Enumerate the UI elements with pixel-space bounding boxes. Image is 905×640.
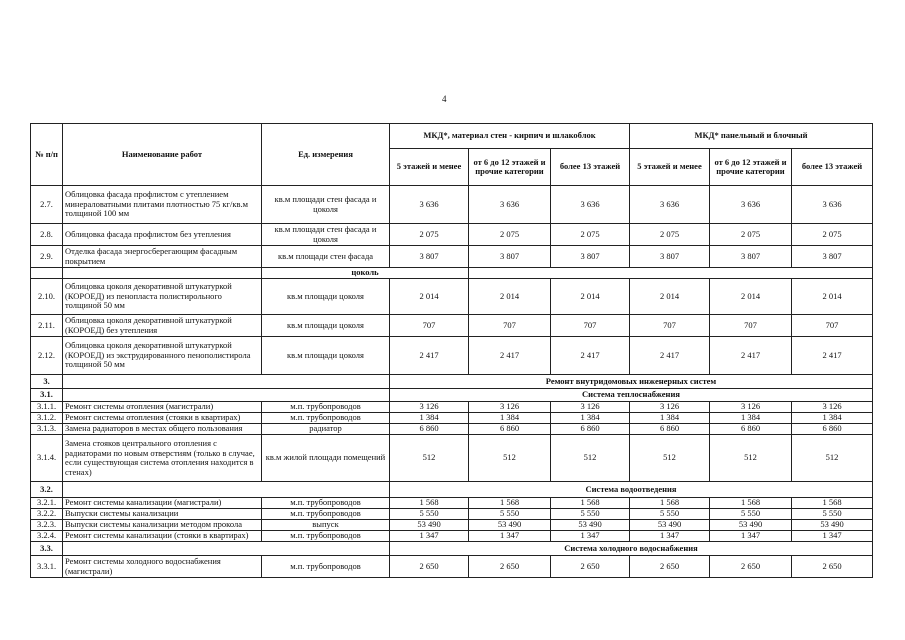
cost-value: 707	[630, 315, 710, 337]
work-name: Ремонт системы отопления (стояки в квартирах)	[63, 413, 262, 424]
cost-value: 6 860	[630, 424, 710, 435]
work-name: Облицовка фасада профлистом с утеплением минераловатными плитами плотностью 75 кг/кв.м толщиной 100 мм	[63, 186, 262, 224]
section-row	[31, 375, 873, 389]
row-number: 3.3.	[31, 542, 63, 556]
table-row	[31, 246, 873, 268]
cost-value: 512	[390, 435, 469, 482]
cost-value: 2 075	[630, 224, 710, 246]
row-number: 3.1.3.	[31, 424, 63, 435]
table-row	[31, 315, 873, 337]
row-number: 3.2.4.	[31, 531, 63, 542]
cost-value: 53 490	[630, 520, 710, 531]
cost-value: 6 860	[792, 424, 873, 435]
cost-value: 2 014	[710, 279, 792, 315]
section-spacer	[63, 542, 390, 556]
cost-value: 707	[710, 315, 792, 337]
table-row	[31, 435, 873, 482]
cost-value: 707	[469, 315, 551, 337]
table-row	[31, 413, 873, 424]
cost-value: 3 636	[710, 186, 792, 224]
row-number	[31, 268, 63, 279]
cost-value: 3 807	[630, 246, 710, 268]
row-number: 3.2.3.	[31, 520, 63, 531]
cost-value: 1 347	[469, 531, 551, 542]
work-name: Облицовка цоколя декоративной штукатуркой (КОРОЕД) из экструдированного пенополистирола толщиной 50 мм	[63, 337, 262, 375]
cost-value: 5 550	[710, 509, 792, 520]
work-name: Ремонт системы канализации (стояки в квартирах)	[63, 531, 262, 542]
header-sub-6-12-floors: от 6 до 12 этажей и прочие категории	[469, 149, 551, 186]
table-row	[31, 279, 873, 315]
header-work-name: Наименование работ	[63, 124, 262, 186]
cost-value: 3 807	[792, 246, 873, 268]
unit: кв.м площади стен фасада и цоколя	[262, 186, 390, 224]
table-row	[31, 186, 873, 224]
unit: м.п. трубопроводов	[262, 509, 390, 520]
cost-value: 512	[710, 435, 792, 482]
header-sub-13-floors: более 13 этажей	[792, 149, 873, 186]
unit: кв.м площади стен фасада и цоколя	[262, 224, 390, 246]
cost-value: 6 860	[710, 424, 792, 435]
section-spacer	[469, 268, 873, 279]
section-row	[31, 389, 873, 402]
cost-value: 2 650	[710, 556, 792, 578]
row-number: 3.2.2.	[31, 509, 63, 520]
unit: кв.м площади стен фасада	[262, 246, 390, 268]
cost-value: 1 568	[551, 498, 630, 509]
work-name: Облицовка фасада профлистом без утепления	[63, 224, 262, 246]
row-number: 3.2.	[31, 482, 63, 498]
cost-value: 2 014	[551, 279, 630, 315]
cost-value: 2 075	[469, 224, 551, 246]
cost-value: 1 568	[630, 498, 710, 509]
section-row	[31, 268, 873, 279]
cost-value: 707	[551, 315, 630, 337]
cost-value: 3 807	[390, 246, 469, 268]
cost-value: 53 490	[390, 520, 469, 531]
work-name: Замена радиаторов в местах общего пользования	[63, 424, 262, 435]
section-row	[31, 482, 873, 498]
unit: м.п. трубопроводов	[262, 556, 390, 578]
table-row	[31, 224, 873, 246]
cost-value: 2 075	[792, 224, 873, 246]
section-title: Система теплоснабжения	[390, 389, 873, 402]
table-row	[31, 520, 873, 531]
header-unit: Ед. измерения	[262, 124, 390, 186]
cost-value: 2 650	[792, 556, 873, 578]
cost-value: 5 550	[469, 509, 551, 520]
cost-value: 53 490	[551, 520, 630, 531]
table-row	[31, 337, 873, 375]
cost-value: 1 347	[551, 531, 630, 542]
header-group-panel: МКД* панельный и блочный	[630, 124, 873, 149]
cost-value: 1 384	[551, 413, 630, 424]
cost-value: 1 384	[792, 413, 873, 424]
cost-value: 53 490	[469, 520, 551, 531]
work-name: Выпуски системы канализации методом прокола	[63, 520, 262, 531]
cost-value: 2 417	[630, 337, 710, 375]
header-sub-13-floors: более 13 этажей	[551, 149, 630, 186]
row-number: 3.1.4.	[31, 435, 63, 482]
table-row	[31, 509, 873, 520]
cost-value: 2 014	[390, 279, 469, 315]
section-spacer	[63, 482, 390, 498]
row-number: 3.2.1.	[31, 498, 63, 509]
row-number: 2.12.	[31, 337, 63, 375]
cost-value: 512	[792, 435, 873, 482]
section-title: Система холодного водоснабжения	[390, 542, 873, 556]
row-number: 2.11.	[31, 315, 63, 337]
cost-value: 1 384	[469, 413, 551, 424]
row-number: 3.3.1.	[31, 556, 63, 578]
cost-value: 2 075	[390, 224, 469, 246]
cost-value: 3 636	[469, 186, 551, 224]
cost-value: 3 807	[469, 246, 551, 268]
cost-value: 2 417	[710, 337, 792, 375]
cost-value: 2 650	[551, 556, 630, 578]
table-row	[31, 556, 873, 578]
header-group-brick: МКД*, материал стен - кирпич и шлакоблок	[390, 124, 630, 149]
table-row	[31, 424, 873, 435]
unit: м.п. трубопроводов	[262, 402, 390, 413]
unit: м.п. трубопроводов	[262, 413, 390, 424]
cost-value: 1 384	[710, 413, 792, 424]
row-number: 2.9.	[31, 246, 63, 268]
cost-value: 2 014	[792, 279, 873, 315]
work-name: Облицовка цоколя декоративной штукатуркой (КОРОЕД) из пенопласта полистирольного толщиной 50 мм	[63, 279, 262, 315]
cost-value: 5 550	[792, 509, 873, 520]
work-name: Выпуски системы канализации	[63, 509, 262, 520]
header-sub-6-12-floors: от 6 до 12 этажей и прочие категории	[710, 149, 792, 186]
section-spacer	[63, 375, 390, 389]
cost-value: 6 860	[469, 424, 551, 435]
page-number: 4	[442, 94, 447, 104]
cost-value: 1 568	[792, 498, 873, 509]
work-name: Отделка фасада энергосберегающим фасадным покрытием	[63, 246, 262, 268]
table-body	[31, 186, 873, 578]
row-number: 3.	[31, 375, 63, 389]
unit: кв.м площади цоколя	[262, 337, 390, 375]
unit: радиатор	[262, 424, 390, 435]
unit: м.п. трубопроводов	[262, 498, 390, 509]
cost-value: 2 650	[390, 556, 469, 578]
cost-value: 3 807	[551, 246, 630, 268]
section-title: Система водоотведения	[390, 482, 873, 498]
cost-value: 3 126	[630, 402, 710, 413]
row-number: 2.10.	[31, 279, 63, 315]
cost-value: 5 550	[390, 509, 469, 520]
cost-value: 5 550	[551, 509, 630, 520]
section-title: Ремонт внутридомовых инженерных систем	[390, 375, 873, 389]
unit: кв.м площади цоколя	[262, 279, 390, 315]
cost-value: 2 075	[710, 224, 792, 246]
cost-value: 2 417	[551, 337, 630, 375]
work-name: Облицовка цоколя декоративной штукатуркой (КОРОЕД) без утепления	[63, 315, 262, 337]
unit: м.п. трубопроводов	[262, 531, 390, 542]
cost-value: 3 636	[551, 186, 630, 224]
row-number: 3.1.2.	[31, 413, 63, 424]
row-number: 2.7.	[31, 186, 63, 224]
cost-value: 2 650	[469, 556, 551, 578]
cost-value: 53 490	[792, 520, 873, 531]
cost-value: 1 347	[630, 531, 710, 542]
unit: выпуск	[262, 520, 390, 531]
cost-value: 3 636	[390, 186, 469, 224]
rates-table	[30, 123, 873, 578]
header-num: № п/п	[31, 124, 63, 186]
cost-value: 707	[792, 315, 873, 337]
work-name: Ремонт системы отопления (магистрали)	[63, 402, 262, 413]
cost-value: 3 126	[469, 402, 551, 413]
unit: кв.м площади цоколя	[262, 315, 390, 337]
unit: кв.м жилой площади помещений	[262, 435, 390, 482]
cost-value: 1 568	[390, 498, 469, 509]
work-name: Ремонт системы холодного водоснабжения (магистрали)	[63, 556, 262, 578]
cost-value: 3 636	[630, 186, 710, 224]
cost-value: 2 014	[630, 279, 710, 315]
cost-value: 2 417	[390, 337, 469, 375]
cost-value: 512	[551, 435, 630, 482]
cost-value: 3 126	[551, 402, 630, 413]
section-title: цоколь	[262, 268, 469, 279]
cost-value: 2 417	[469, 337, 551, 375]
cost-value: 1 347	[390, 531, 469, 542]
cost-value: 1 568	[469, 498, 551, 509]
cost-value: 707	[390, 315, 469, 337]
cost-value: 1 384	[630, 413, 710, 424]
table-row	[31, 498, 873, 509]
cost-value: 2 075	[551, 224, 630, 246]
section-spacer	[63, 268, 262, 279]
row-number: 2.8.	[31, 224, 63, 246]
work-name: Ремонт системы канализации (магистрали)	[63, 498, 262, 509]
cost-value: 3 126	[792, 402, 873, 413]
header-sub-5-floors: 5 этажей и менее	[630, 149, 710, 186]
cost-value: 2 014	[469, 279, 551, 315]
header-sub-5-floors: 5 этажей и менее	[390, 149, 469, 186]
section-spacer	[63, 389, 390, 402]
cost-value: 3 126	[390, 402, 469, 413]
row-number: 3.1.1.	[31, 402, 63, 413]
table-row	[31, 531, 873, 542]
table-row	[31, 402, 873, 413]
cost-value: 1 347	[792, 531, 873, 542]
cost-value: 53 490	[710, 520, 792, 531]
cost-value: 3 126	[710, 402, 792, 413]
cost-value: 1 347	[710, 531, 792, 542]
cost-value: 6 860	[390, 424, 469, 435]
section-row	[31, 542, 873, 556]
work-name: Замена стояков центрального отопления с радиаторами по новым отверстиям (только в случае, если существующая система отопления находится в стенах)	[63, 435, 262, 482]
cost-value: 512	[469, 435, 551, 482]
cost-value: 2 650	[630, 556, 710, 578]
cost-value: 3 807	[710, 246, 792, 268]
row-number: 3.1.	[31, 389, 63, 402]
cost-value: 1 384	[390, 413, 469, 424]
cost-value: 2 417	[792, 337, 873, 375]
cost-value: 1 568	[710, 498, 792, 509]
cost-value: 3 636	[792, 186, 873, 224]
cost-value: 5 550	[630, 509, 710, 520]
cost-value: 512	[630, 435, 710, 482]
cost-value: 6 860	[551, 424, 630, 435]
